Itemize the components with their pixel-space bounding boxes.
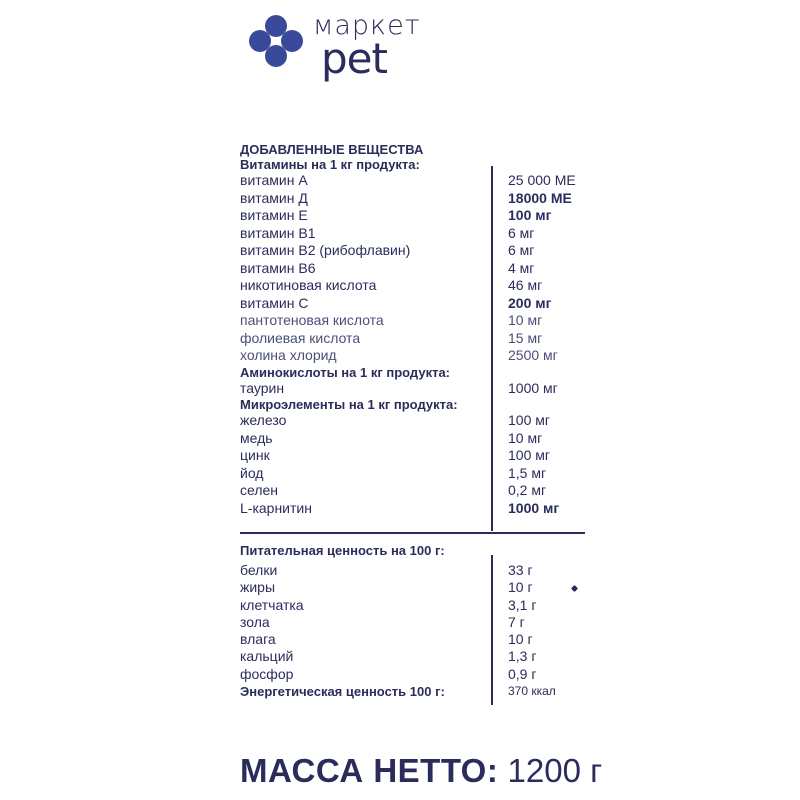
row-name: селен [240,482,279,498]
table-row [240,614,580,631]
row-value: 7 г [508,613,525,630]
row-value: 0,2 мг [508,482,547,498]
table-row [240,380,580,398]
table-row [240,447,580,465]
energy-row [240,683,580,700]
row-value: 10 мг [508,429,543,446]
row-value: 2500 мг [508,347,558,363]
table-row [240,312,580,330]
table-row [240,347,580,365]
nutrition-heading: Питательная ценность на 100 г: [240,543,445,558]
row-name: витамин Д [240,189,308,206]
row-value: 46 мг [508,277,543,293]
row-value: 200 мг [508,294,552,311]
table-row [240,242,580,260]
additives-table [240,142,580,517]
clover-logo-icon [243,12,309,70]
row-name: витамин А [240,172,308,188]
table-row [240,430,580,448]
row-name: белки [240,562,278,578]
row-value: 1000 мг [508,499,560,516]
table-row [240,225,580,243]
table-row [240,579,580,596]
row-name: никотиновая кислота [240,277,377,293]
row-name: клетчатка [240,596,304,613]
row-name: фосфор [240,665,294,682]
table-row [240,648,580,665]
row-name: йод [240,464,264,481]
row-name: витамин В2 (рибофлавин) [240,242,411,258]
table-row [240,260,580,278]
table-row [240,562,580,579]
additives-title: ДОБАВЛЕННЫЕ ВЕЩЕСТВА [240,142,424,157]
table-row [240,500,580,518]
table-row [240,277,580,295]
row-name: витамин Е [240,207,308,223]
row-value: 6 мг [508,242,535,258]
row-name: холина хлорид [240,347,337,363]
table-row [240,172,580,190]
amino-list [240,380,580,398]
table-row [240,412,580,430]
row-name: фолиевая кислота [240,329,361,346]
amino-heading: Аминокислоты на 1 кг продукта: [240,364,451,380]
section-divider [240,532,585,534]
row-name: медь [240,429,273,446]
table-row [240,597,580,614]
table-row [240,482,580,500]
nutrition-list [240,562,580,683]
table-row [240,666,580,683]
row-value: 4 мг [508,259,535,276]
table-row [240,330,580,348]
row-value: 25 000 МЕ [508,172,576,188]
row-value: 100 мг [508,207,552,223]
row-name: железо [240,412,287,428]
energy-label: Энергетическая ценность 100 г: [240,684,445,700]
row-name: цинк [240,447,270,463]
row-name: витамин В1 [240,224,316,241]
row-value: 1,3 г [508,648,537,665]
vitamins-heading: Витамины на 1 кг продукта: [240,157,420,172]
row-value: 33 г [508,562,533,578]
energy-value: 370 ккал [508,684,556,699]
row-value: 10 г [508,579,533,596]
micro-list [240,412,580,517]
table-row [240,465,580,483]
table-row [240,190,580,208]
vitamins-list [240,172,580,365]
brand-logo [243,6,443,83]
row-value: 100 мг [508,412,550,428]
row-value: 6 мг [508,224,535,241]
row-name: пантотеновая кислота [240,312,384,328]
row-value: 10 г [508,631,533,648]
logo-text-pet: pet [321,34,387,83]
row-name: L-карнитин [240,499,312,516]
row-name: витамин В6 [240,259,316,276]
micro-heading: Микроэлементы на 1 кг продукта: [240,397,458,412]
row-value: 1,5 мг [508,464,547,481]
row-value: 0,9 г [508,665,537,682]
row-value: 100 мг [508,447,550,463]
row-value: 10 мг [508,312,543,328]
row-value: 3,1 г [508,596,537,613]
row-name: витамин С [240,294,309,311]
row-name: кальций [240,648,294,665]
row-value: 18000 МЕ [508,189,572,206]
net-weight-value: 1200 г [507,752,603,789]
row-name: зола [240,613,270,630]
table-row [240,631,580,648]
row-value: 15 мг [508,329,543,346]
nutrition-table [240,543,580,700]
net-weight-label: МАССА НЕТТО: [240,752,499,789]
table-row [240,295,580,313]
net-weight [240,752,602,790]
table-divider-vertical [491,166,493,531]
table-row [240,207,580,225]
logo-text-market: маркет [313,10,421,41]
row-name: жиры [240,579,276,596]
row-value: 1000 мг [508,379,558,396]
row-name: влага [240,631,276,648]
row-name: таурин [240,379,285,396]
